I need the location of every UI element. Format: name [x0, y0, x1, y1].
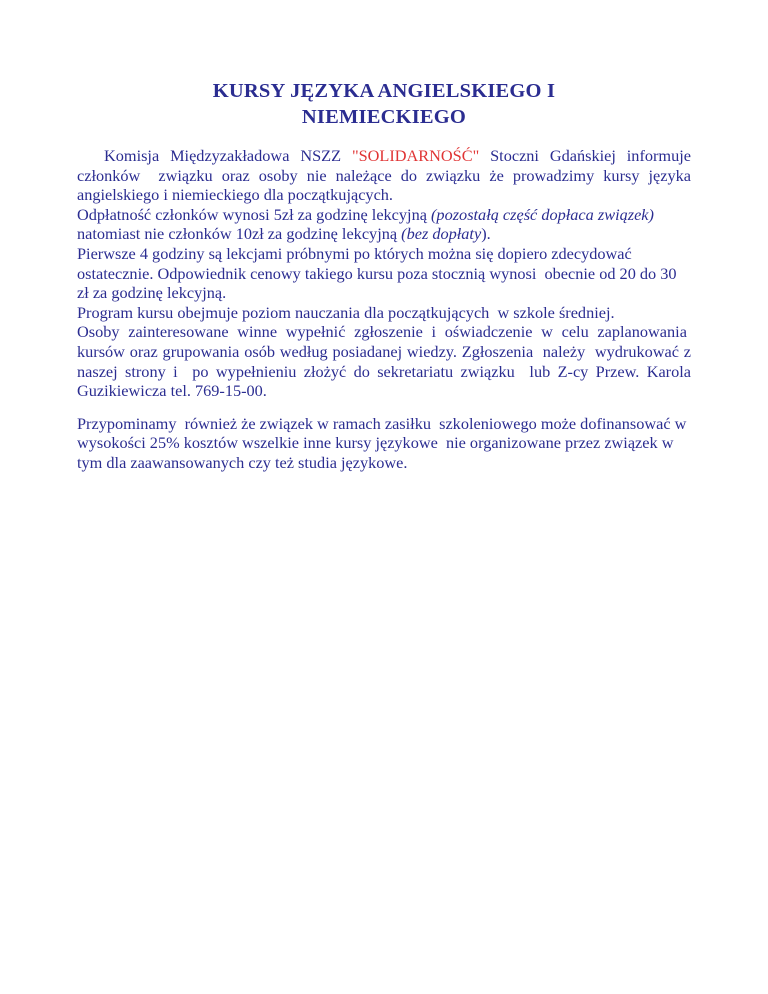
text-run: Program kursu obejmuje poziom nauczania dla początkujących w szkole średniej. — [77, 302, 615, 322]
italic-note: (pozostałą część dopłaca związek) — [431, 204, 654, 224]
paragraph-6 — [77, 414, 691, 473]
paragraph-5 — [77, 322, 691, 400]
paragraph-2 — [77, 205, 691, 244]
text-run: Odpłatność członków wynosi 5zł za godzinę lekcyjną — [77, 204, 432, 224]
paragraph-3 — [77, 244, 691, 303]
italic-note: (bez dopłaty — [401, 224, 482, 244]
title-line-1: KURSY JĘZYKA ANGIELSKIEGO I — [212, 80, 556, 102]
paragraph-1 — [77, 146, 691, 205]
text-run: Pierwsze 4 godziny są lekcjami próbnymi po których można się dopiero zdecydować ostatecznie. Odpowiednik cenowy takiego kursu poza stocznią wynosi obecnie od 20 do 30 zł za godzinę lekcyjną. — [77, 243, 677, 303]
paragraph-4 — [77, 303, 691, 323]
text-run: Przypominamy również że związek w ramach zasiłku szkoleniowego może dofinansować w wysokości 25% kosztów wszelkie inne kursy językowe nie organizowane przez związek w tym dla zaawansowanych czy też studia językowe. — [77, 413, 687, 472]
solidarnosc-highlight: "SOLIDARNOŚĆ" — [351, 146, 480, 165]
document-body — [77, 146, 691, 473]
text-run: Stoczni Gdańskiej informuje członków związku oraz osoby nie należące do związku że prowadzimy kursy języka angielskiego i niemieckiego dla początkujących. — [77, 146, 691, 205]
title-line-2: NIEMIECKIEGO — [301, 106, 467, 128]
text-run: Komisja Międzyzakładowa NSZZ — [104, 146, 352, 165]
document-title — [77, 78, 691, 130]
text-run: Osoby zainteresowane winne wypełnić zgłoszenie i oświadczenie w celu zaplanowania kursów oraz grupowania osób według posiadanej wiedzy. Zgłoszenia należy wydrukować z naszej strony i po wypełnieniu złożyć do sekretariatu związku lub Z-cy Przew. Karola Guzikiewicza tel. 769-15-00. — [77, 322, 691, 401]
text-run: ). — [481, 224, 491, 244]
text-run: natomiast nie członków 10zł za godzinę lekcyjną — [77, 224, 402, 244]
